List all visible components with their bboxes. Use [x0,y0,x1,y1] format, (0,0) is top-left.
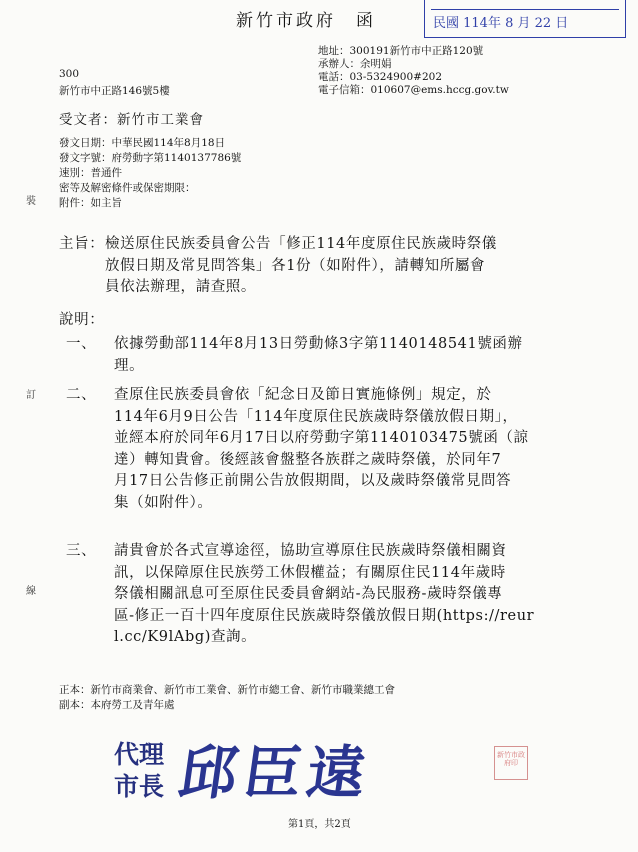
subject-line: 放假日期及常見問答集」各1份（如附件），請轉知所屬會 [105,257,486,274]
item-number: 二、 [66,387,97,403]
copy-recipients: 副本：本府勞工及青年處 [59,699,175,711]
document-title: 新竹市政府 函 [236,11,376,31]
margin-mark-bind: 裝 [26,196,36,207]
item-line: 集（如附件）。 [114,494,213,511]
signature-title-line2: 市長 [114,772,165,801]
item-line: 114年6月9日公告「114年度原住民族歲時祭儀放假日期」， [114,408,518,425]
mayor-signature: 邱臣遠 [174,739,377,807]
document-number: 發文字號：府勞動字第1140137786號 [59,152,242,164]
margin-mark-staple: 訂 [26,390,36,401]
margin-mark-line: 線 [26,586,36,597]
explanation-item-2 [114,385,529,514]
item-line: 祭儀相關訊息可至原住民委員會網站-為民服務-歲時祭儀專 [114,586,503,602]
delivery-speed: 速別：普通件 [59,167,122,179]
issue-date: 發文日期：中華民國114年8月18日 [59,137,226,149]
item-number: 一、 [66,336,97,352]
secrecy-level: 密等及解密條件或保密期限： [59,182,196,194]
explanation-item-3 [114,541,534,649]
contact-handler: 承辦人：余明娟 [318,58,392,70]
item-line: l.cc/K9lAbg)查詢。 [114,629,257,645]
attachment-note: 附件：如主旨 [59,197,122,209]
explanation-label: 說明： [59,312,105,328]
stamp-date: 民國 114年 8 月 22 日 [433,16,569,31]
item-line: 並經本府於同年6月17日以府勞動字第1140103475號函（諒 [114,430,529,446]
contact-phone: 電話：03-5324900#202 [318,71,443,83]
primary-recipients: 正本：新竹市商業會、新竹市工業會、新竹市總工會、新竹市職業總工會 [59,684,395,696]
subject-line: 員依法辦理，請查照。 [105,279,256,295]
recipient: 受文者：新竹市工業會 [59,112,204,128]
recipient-zip: 300 [59,68,80,80]
item-line: 請貴會於各式宣導途徑，協助宣導原住民族歲時祭儀相關資 [114,543,507,559]
received-date-stamp [424,0,626,38]
contact-email: 電子信箱：010607@ems.hccg.gov.tw [318,84,509,96]
subject-line: 檢送原住民族委員會公告「修正114年度原住民族歲時祭儀 [105,236,497,252]
explanation-item-1 [114,334,523,377]
item-line: 訊，以保障原住民族勞工休假權益；有關原住民114年歲時 [114,564,506,581]
official-seal: 新竹市政府印 [494,746,528,780]
contact-address: 地址：300191新竹市中正路120號 [318,45,484,57]
item-line: 月17日公告修正前開公告放假期間，以及歲時祭儀常見問答 [114,473,512,489]
item-line: 區-修正一百十四年度原住民族歲時祭儀放假日期(https://reur [114,607,535,624]
item-line: 理。 [114,357,145,374]
stamp-strike-line [431,1,619,10]
subject-label: 主旨： [59,236,105,252]
item-line: 依據勞動部114年8月13日勞動條3字第1140148541號函辦 [114,336,523,352]
item-line: 查原住民族委員會依「紀念日及節日實施條例」規定，於 [114,387,492,403]
signature-title-line1: 代理 [114,740,165,769]
item-number: 三、 [66,543,97,559]
page-number: 第1頁，共2頁 [288,819,351,830]
recipient-address: 新竹市中正路146號5樓 [59,85,170,97]
item-line: 達）轉知貴會。後經該會盤整各族群之歲時祭儀，於同年7 [114,451,502,468]
subject-body [105,234,497,299]
